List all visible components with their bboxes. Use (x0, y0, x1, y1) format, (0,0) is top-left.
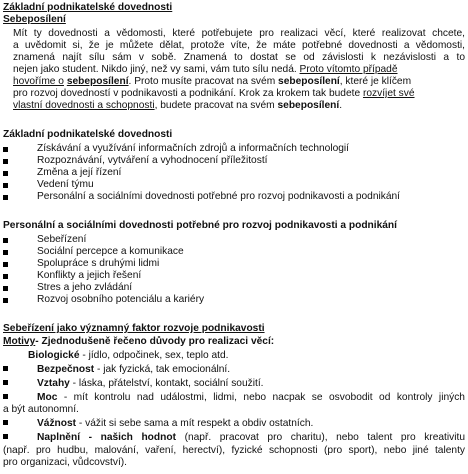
list-item-text: Rozpoznávání, vytváření a vyhodnocení příležitostí (37, 155, 268, 166)
motive-item-esteem (3, 418, 313, 430)
bullet-icon (3, 250, 8, 255)
list-item-text: Personální a sociálními dovednosti potřebné pro rozvoj podnikavosti a podnikání (37, 191, 401, 202)
motive-text: - láska, přátelství, kontakt, sociální soužití. (69, 378, 264, 389)
motive-item-biological (28, 350, 228, 362)
motive-term: Biologické (28, 350, 80, 361)
list-item-text: Rozvoj osobního potenciálu a kariéry (37, 294, 205, 305)
motive-term: Moc (37, 392, 58, 403)
list-item-text: Stres a jeho zvládání (37, 282, 133, 293)
list-item-text: Vedení týmu (37, 179, 94, 190)
bullet-icon (3, 195, 8, 200)
motives-text: - Zjednodušeně řečeno důvody pro realizaci věcí: (35, 336, 275, 347)
bullet-icon (3, 420, 8, 425)
list-item-text: Sociální percepce a komunikace (37, 246, 184, 257)
underlined-text: rozvíjet své (362, 88, 415, 99)
bold-term: sebeposílení (277, 100, 340, 111)
bold-term: sebeposílení (278, 76, 340, 87)
motive-item-fulfilment-continued: (např. pro hudbu, malování, vaření, herectví), fyzické schopnosti (pro sport), nebo jiné talenty (3, 445, 465, 456)
underlined-text: hovoříme o (13, 76, 64, 87)
motive-text: - mít kontrolu nad událostmi, lidmi, nebo nacpak se osvobodit od kontroly jiných (63, 392, 465, 403)
section-title-self-management: Sebeřízení jako významný faktor rozvoje podnikavosti (3, 323, 265, 334)
underlined-text: Proto vítomto případě (299, 64, 398, 75)
paragraph-line (13, 64, 465, 76)
paragraph-line: Mít ty dovednosti a vědomosti, které potřebujete pro realizaci věcí, které realizovat chcete, (13, 28, 465, 39)
paragraph-line (13, 76, 465, 88)
motive-text: (např. pracovat pro charitu), nebo talent pro kreativitu (184, 432, 465, 443)
motive-item-fulfilment (3, 432, 465, 444)
paragraph-line: znamená najít sílu sám v sobě. Znamená to dostat se od závislosti k nezávislosti a to (13, 52, 465, 63)
list-item-text: Spolupráce s druhými lidmi (37, 258, 160, 269)
motives-label: Motivy (3, 336, 36, 347)
bullet-icon (3, 238, 8, 243)
bullet-icon (3, 380, 8, 385)
paragraph-text: pro rozvoj dovedností v podnikavosti a podnikání. Krok za krokem tak budete (13, 88, 361, 99)
list-item-text: Konflikty a jejich řešení (37, 270, 142, 281)
motive-text: - vážit si sebe sama a mít respekt a obdiv ostatních. (76, 418, 314, 429)
bold-underlined-term: sebeposílení (66, 76, 129, 87)
motive-text: - jídlo, odpočinek, sex, teplo atd. (79, 350, 229, 361)
motive-text: - jak fyzická, tak emocionální. (94, 364, 231, 375)
bullet-icon (3, 394, 8, 399)
motive-item-power-continued: a být autonomní. (3, 404, 79, 415)
motive-item-relations (3, 378, 264, 390)
motive-item-power (3, 392, 465, 404)
bullet-icon (3, 159, 8, 164)
paragraph-line (13, 88, 465, 100)
paragraph-text: . Proto musíte pracovat na svém (128, 76, 276, 87)
paragraph-text: nejen jako student. Nikdo jiný, než vy sami, vám tuto sílu nedá. (13, 64, 297, 75)
paragraph-text: . (339, 100, 343, 111)
motives-heading (3, 336, 274, 348)
motive-term: Bezpečnost (37, 364, 95, 375)
list-item-text: Změna a její řízení (37, 167, 122, 178)
paragraph-text: , budete pracovat na svém (154, 100, 275, 111)
section-title-basic-skills: Základní podnikatelské dovednosti (3, 129, 173, 140)
document-title: Základní podnikatelské dovednosti (3, 2, 173, 13)
bullet-icon (3, 274, 8, 279)
list-item-text: Sebeřízení (37, 234, 87, 245)
motive-term: Vztahy (37, 378, 70, 389)
paragraph-line: a uvědomit si, že je můžete dělat, protože víte, že máte potřebné dovednosti a vědomosti, (13, 40, 465, 51)
bullet-icon (3, 147, 8, 152)
bullet-icon (3, 434, 8, 439)
bullet-icon (3, 262, 8, 267)
motive-item-safety (3, 364, 230, 376)
motive-term: Vážnost (37, 418, 77, 429)
underlined-text: vlastní dovednosti a schopnosti (13, 100, 155, 111)
bullet-icon (3, 366, 8, 371)
bullet-icon (3, 298, 8, 303)
bullet-icon (3, 183, 8, 188)
subsection-title-sebeposileni: Sebeposílení (3, 14, 66, 25)
bullet-icon (3, 171, 8, 176)
motive-term: Naplnění - našich hodnot (37, 432, 176, 443)
bullet-icon (3, 286, 8, 291)
paragraph-line (13, 100, 465, 112)
motive-item-fulfilment-end: pro organizaci, vůdcovství). (3, 457, 128, 468)
section-title-personal-skills: Personální a sociálními dovednosti potřebné pro rozvoj podnikavosti a podnikání (3, 220, 397, 231)
list-item-text: Získávání a využívání informačních zdrojů a informačních technologií (37, 143, 350, 154)
paragraph-text: , které je klíčem (339, 76, 412, 87)
